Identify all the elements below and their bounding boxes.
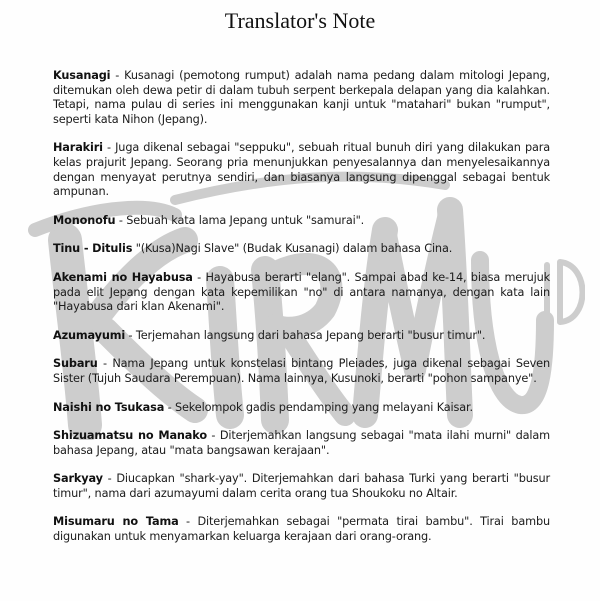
term-separator: - [110,69,125,82]
glossary-entry-kusanagi [53,69,550,127]
glossary-term: Azumayumi [53,328,126,342]
term-separator: - [102,141,116,155]
glossary-definition: Terjemahan langsung dari bahasa Jepang berarti "busur timur". [135,328,486,342]
term-separator: - [164,400,175,414]
glossary-term: Akenami no Hayabusa [53,270,193,284]
glossary-definition: Diterjemahkan langsung sebagai "mata ilahi murni" dalam bahasa Jepang, atau "mata bangsawan kerajaan". [53,429,550,457]
glossary-definition: Kusanagi (pemotong rumput) adalah nama pedang dalam mitologi Jepang, ditemukan oleh dewa petir di dalam tubuh serpent berkepala delapan yang dia kalahkan. Tetapi, nama pulau di series ini menggunakan kanji untuk "matahari" bukan "rumput", seperti kata Nihon (Jepang). [53,69,551,126]
term-separator: - [206,429,220,443]
glossary-entry-mononofu [53,214,550,229]
glossary-term: Mononofu [53,213,116,227]
glossary-term: Kusanagi [53,69,111,82]
glossary-definition: Diterjemahkan sebagai "permata tirai bambu". Tirai bambu digunakan untuk menyamarkan keluarga kerajaan dari orang-orang. [53,515,550,544]
glossary-entry-sarkyay [53,472,550,501]
glossary-entry-misumaru-no-tama [53,515,550,544]
term-separator: - [125,328,136,342]
glossary-entry-naishi-no-tsukasa [53,401,550,416]
term-separator: - [178,515,198,529]
glossary-term: Shizuamatsu no Manako [53,429,207,443]
term-separator: - [102,472,117,486]
term-separator: - [115,213,127,227]
glossary-definition: Hayabusa berarti "elang". Sampai abad ke-14, biasa merujuk pada elit Jepang dengan kata kepemilikan "no" di antara namanya, dengan kata lain "Hayabusa dari klan Akenami". [53,270,550,314]
glossary-definition: Sekelompok gadis pendamping yang melayani Kaisar. [174,400,473,414]
glossary-definition: Nama Jepang untuk konstelasi bintang Pleiades, juga dikenal sebagai Seven Sister (Tujuh Saudara Perempuan). Nama lainnya, Kusunoki, berarti "pohon sampanye". [53,357,550,385]
page-title: Translator's Note [224,8,376,33]
glossary-entry-subaru [53,357,550,386]
term-separator: - [97,357,113,371]
glossary-entry-akenami-no-hayabusa [53,271,550,315]
glossary-term: Tinu - Ditulis [53,242,133,256]
glossary-list [53,69,550,559]
glossary-term: Harakiri [53,141,103,155]
term-separator: - [192,270,206,284]
glossary-entry-shizuamatsu-no-manako [53,429,550,458]
glossary-term: Subaru [53,357,98,371]
glossary-term: Misumaru no Tama [53,515,179,529]
glossary-entry-tinu [53,242,550,257]
glossary-definition: Diucapkan "shark-yay". Diterjemahkan dari bahasa Turki yang berarti "busur timur", nama dari azumayumi dalam cerita orang tua Shoukoku no Altair. [53,472,550,500]
glossary-entry-azumayumi [53,329,550,344]
glossary-definition: "(Kusa)Nagi Slave" (Budak Kusanagi) dalam bahasa Cina. [135,242,453,256]
glossary-definition: Juga dikenal sebagai "seppuku", sebuah ritual bunuh diri yang dilakukan para kelas prajurit Jepang. Seorang pria menunjukkan penyesalannya dan menyelesaikannya dengan menyayat perutnya sendiri, dan biasanya langsung dipenggal sebagai bentuk ampunan. [53,141,551,199]
glossary-term: Naishi no Tsukasa [53,400,165,414]
glossary-term: Sarkyay [53,472,103,486]
glossary-entry-harakiri [53,141,550,199]
glossary-definition: Sebuah kata lama Jepang untuk "samurai". [126,213,365,227]
